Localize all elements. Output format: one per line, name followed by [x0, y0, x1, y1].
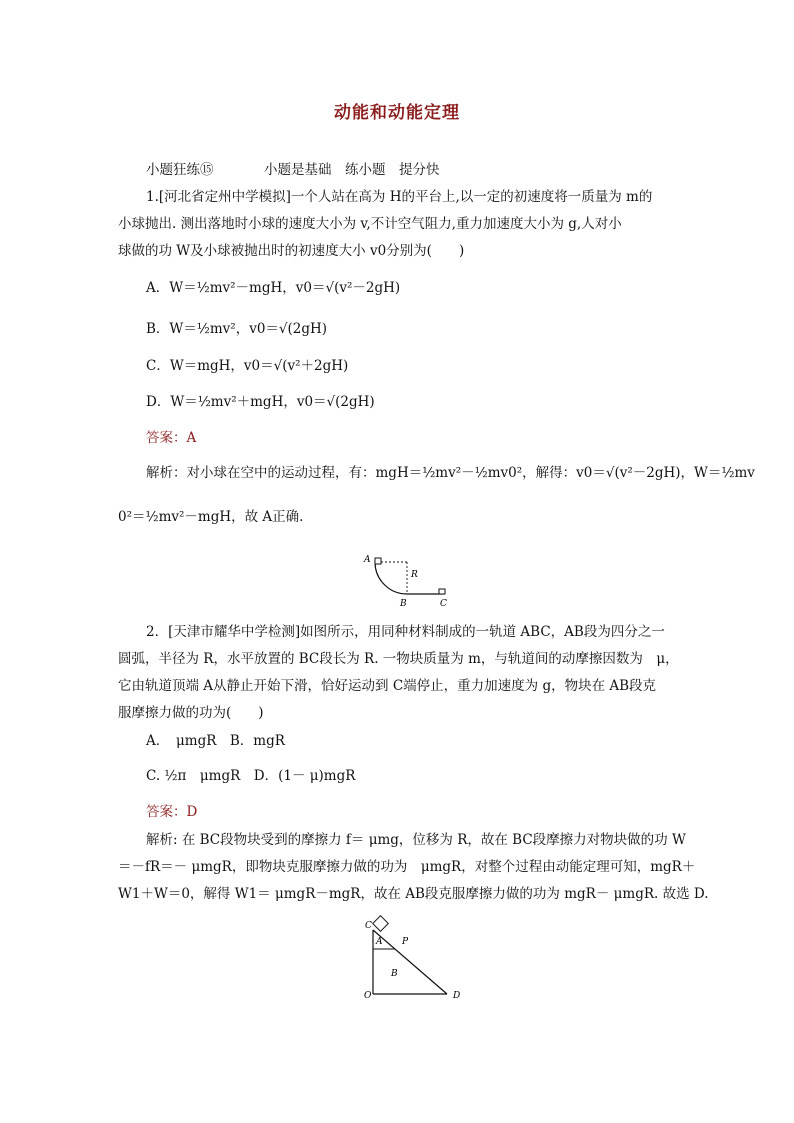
fig2-label-b: B — [391, 969, 398, 979]
fig1-label-b: B — [400, 599, 407, 609]
q1-line-2: 小球抛出. 测出落地时小球的速度大小为 v,不计空气阻力,重力加速度大小为 g,人对小 — [118, 216, 622, 232]
q1-option-d: D．W＝½mv²＋mgH，v0＝√(2gH) — [146, 394, 375, 410]
fig2-label-a: A — [376, 937, 383, 947]
fig2-label-p: P — [402, 937, 409, 947]
q1-line-3: 球做的功 W及小球被抛出时的初速度大小 v0分别为( ) — [118, 243, 465, 259]
q1-line-1: 1.[河北省定州中学模拟]一个人站在高为 H的平台上,以一定的初速度将一质量为 m的 — [146, 189, 653, 205]
section-slogan: 小题是基础 练小题 提分快 — [264, 162, 440, 178]
q1-analysis-line-1: 解析：对小球在空中的运动过程，有：mgH＝½mv²－½mv0²，解得：v0＝√(v²－2gH)，W＝½mv — [146, 465, 755, 481]
section-label: 小题狂练⑮ — [146, 162, 214, 178]
figure-incline-cod — [355, 914, 470, 1004]
q1-option-c: C．W＝mgH，v0＝√(v²＋2gH) — [146, 358, 349, 374]
q1-option-a: A．W＝½mv²－mgH，v0＝√(v²－2gH) — [146, 280, 401, 296]
fig1-label-r: R — [411, 570, 418, 580]
q1-answer: 答案：A — [146, 430, 197, 446]
fig1-label-a: A — [364, 555, 371, 565]
q2-options-ab: A． μmgR B．mgR — [146, 733, 285, 749]
q2-answer: 答案：D — [146, 804, 198, 820]
q2-line-3: 它由轨道顶端 A从静止开始下滑，恰好运动到 C端停止，重力加速度为 g，物块在 AB段克 — [118, 678, 657, 694]
page-title: 动能和动能定理 — [334, 103, 460, 123]
q1-option-b: B．W＝½mv²，v0＝√(2gH) — [146, 321, 328, 337]
q2-analysis-line-3: W1＋W＝0，解得 W1＝ μmgR－mgR，故在 AB段克服摩擦力做的功为 mgR－ μmgR. 故选 D. — [118, 886, 709, 902]
fig2-label-c: C — [365, 921, 372, 931]
q1-analysis-line-2: 0²＝½mv²－mgH，故 A正确. — [118, 509, 304, 525]
fig2-label-d: D — [453, 991, 461, 1001]
q2-line-2: 圆弧，半径为 R，水平放置的 BC段长为 R. 一物块质量为 m，与轨道间的动摩擦因数为 μ， — [118, 651, 679, 667]
q2-line-4: 服摩擦力做的功为( ) — [118, 705, 264, 721]
fig2-label-o: O — [364, 991, 372, 1001]
q2-analysis-line-1: 解析: 在 BC段物块受到的摩擦力 f＝ μmg，位移为 R，故在 BC段摩擦力对物块做的功 W — [146, 832, 686, 848]
figure-track-abc — [355, 552, 465, 612]
q2-analysis-line-2: ＝－fR＝－ μmgR，即物块克服摩擦力做的功为 μmgR，对整个过程由动能定理可知，mgR＋ — [118, 859, 696, 875]
q2-line-1: 2．[天津市耀华中学检测]如图所示，用同种材料制成的一轨道 ABC，AB段为四分之一 — [146, 624, 665, 640]
q2-options-cd: C. ½π μmgR D．(1－ μ)mgR — [146, 768, 356, 784]
fig1-label-c: C — [440, 599, 447, 609]
